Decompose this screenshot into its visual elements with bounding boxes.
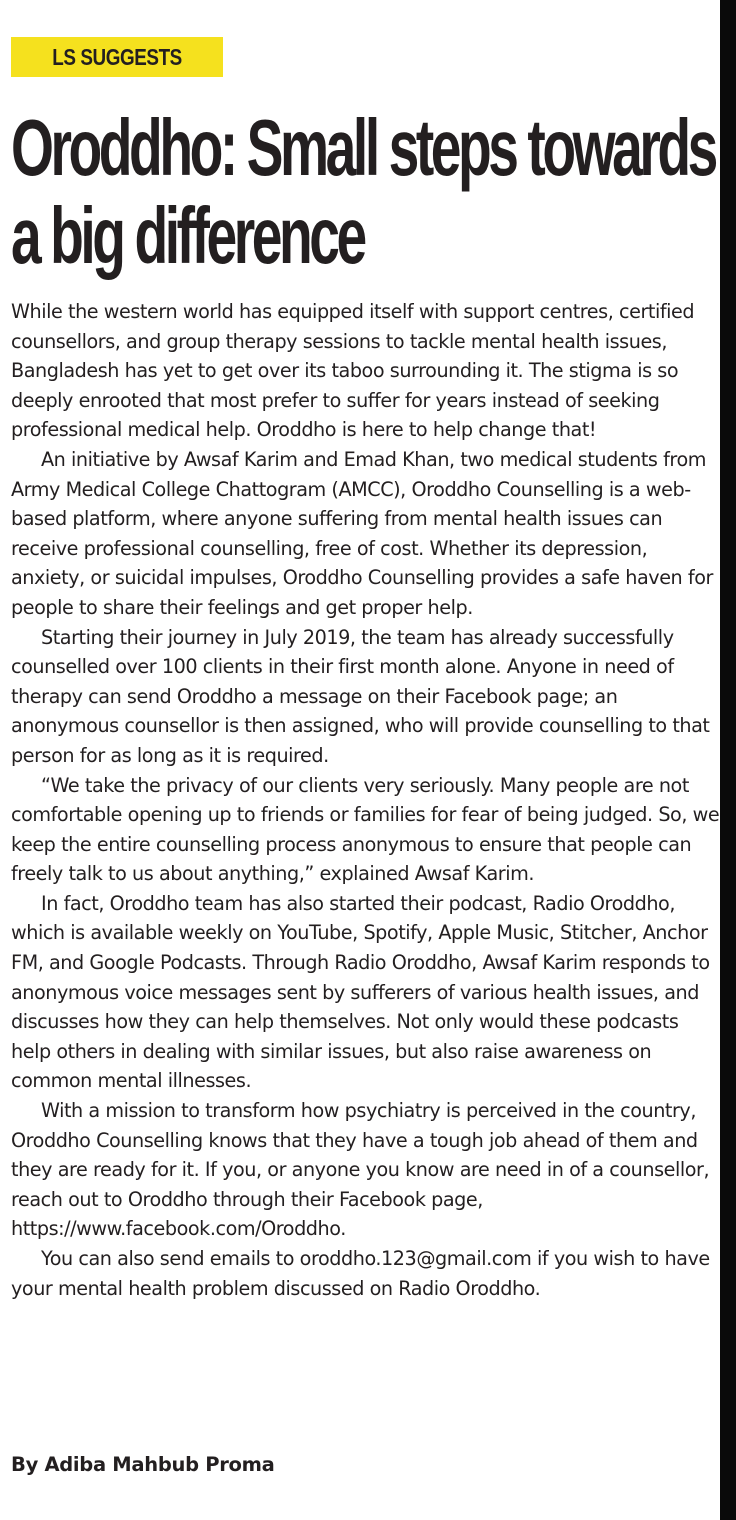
- headline-line-2: a big difference: [11, 191, 364, 280]
- section-tag-label: LS SUGGESTS: [52, 43, 182, 70]
- article-body: [11, 297, 723, 1303]
- paragraph-2: An initiative by Awsaf Karim and Emad Khan, two medical students from Army Medical College Chattogram (AMCC), Oroddho Counselling is a web-based platform, where anyone suffering from mental health issues can receive professional counselling, free of cost. Whether its depression, anxiety, or suicidal impulses, Oroddho Counselling provides a safe haven for people to share their feelings and get proper help.: [11, 447, 713, 619]
- headline-line-1: Oroddho: Small steps towards: [11, 103, 715, 192]
- byline: By Adiba Mahbub Proma: [11, 1453, 275, 1476]
- section-tag: [11, 37, 223, 77]
- paragraph-3: Starting their journey in July 2019, the team has already successfully counselled over 100 clients in their first month alone. Anyone in need of therapy can send Oroddho a message on their Facebook page; an anonymous counsellor is then assigned, who will provide counselling to that person for as long as it is required.: [11, 625, 710, 767]
- paragraph-5: In fact, Oroddho team has also started their podcast, Radio Oroddho, which is available weekly on YouTube, Spotify, Apple Music, Stitcher, Anchor FM, and Google Podcasts. Through Radio Oroddho, Awsaf Karim responds to anonymous voice messages sent by sufferers of various health issues, and discusses how they can help themselves. Not only would these podcasts help others in dealing with similar issues, but also raise awareness on common mental illnesses.: [11, 891, 710, 1093]
- paragraph-1: While the western world has equipped itself with support centres, certified counsellors, and group therapy sessions to tackle mental health issues, Bangladesh has yet to get over its taboo surrounding it. The stigma is so deeply enrooted that most prefer to suffer for years instead of seeking professional medical help. Oroddho is here to help change that!: [11, 300, 695, 442]
- headline: [11, 103, 715, 280]
- paragraph-7: You can also send emails to oroddho.123@gmail.com if you wish to have your mental health problem discussed on Radio Oroddho.: [11, 1247, 710, 1300]
- paragraph-4: “We take the privacy of our clients very seriously. Many people are not comfortable opening up to friends or families for fear of being judged. So, we keep the entire counselling process anonymous to ensure that people can freely talk to us about anything,” explained Awsaf Karim.: [11, 773, 720, 886]
- paragraph-6: With a mission to transform how psychiatry is perceived in the country, Oroddho Counselling knows that they have a tough job ahead of them and they are ready for it. If you, or anyone you know are need in of a counsellor, reach out to Oroddho through their Facebook page, https://www.facebook.com/Oroddho.: [11, 1099, 710, 1241]
